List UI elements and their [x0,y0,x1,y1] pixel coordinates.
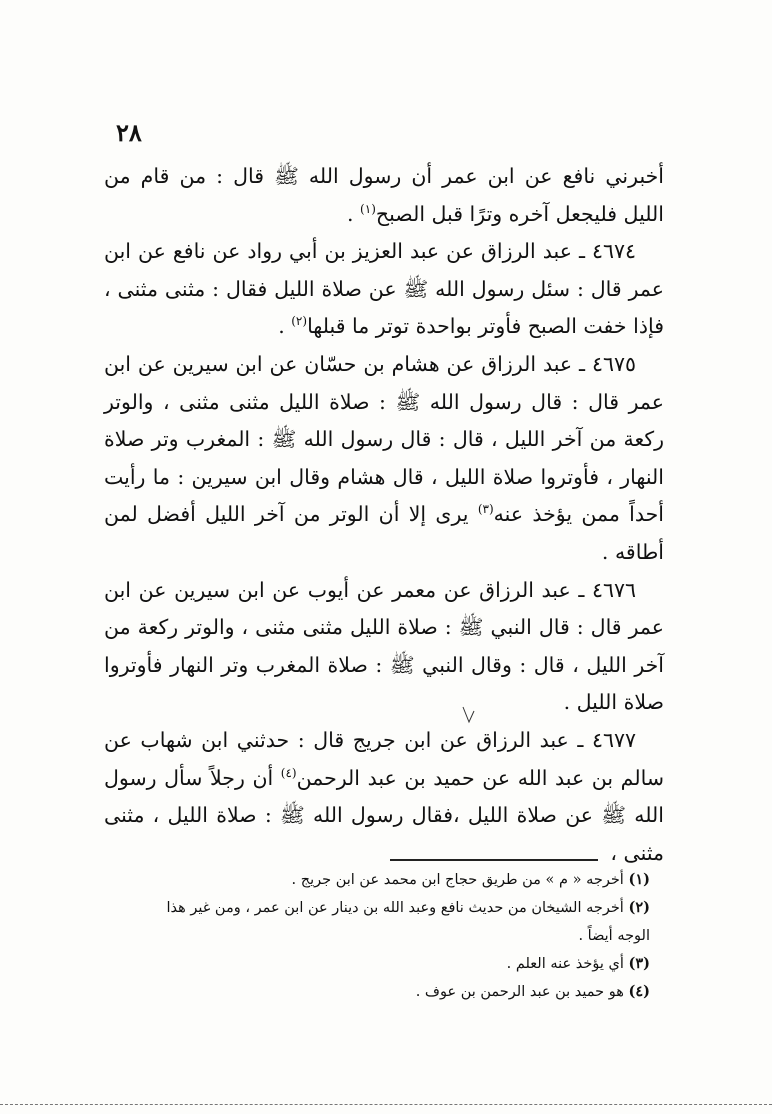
footnotes [130,866,650,1006]
page-number: ٢٨ [116,118,142,147]
paragraph-text: ٤٦٧٥ ـ عبد الرزاق عن هشام بن حسّان عن ابن سيرين عن ابن عمر قال : قال رسول الله ﷺ : صلاة الليل مثنى مثنى ، والوتر ركعة من آخر الليل ، قال : قال رسول الله ﷺ : المغرب وتر صلاة النهار ، فأوتروا صلاة الليل ، قال هشام وقال ابن سيرين : ما رأيت أحداً ممن يؤخذ عنه [104,351,664,527]
footnote-divider [390,859,598,861]
footnote-text: هو حميد بن عبد الرحمن بن عوف . [415,984,624,1000]
footnote-ref: (٣) [477,502,494,517]
footnote-2 [130,894,650,950]
paragraph-text: ٤٦٧٦ ـ عبد الرزاق عن معمر عن أيوب عن ابن سيرين عن ابن عمر قال : قال النبي ﷺ : صلاة الليل مثنى مثنى ، والوتر ركعة من آخر الليل ، قال : وقال النبي ﷺ : صلاة المغرب وتر النهار فأوتروا صلاة الليل . [104,577,664,715]
paragraph-text: يرى إلا أن الوتر من آخر الليل أفضل لمن أطاقه . [104,502,664,564]
paragraph-text: أن رجلاً سأل رسول الله ﷺ عن صلاة الليل ،فقال رسول الله ﷺ : صلاة الليل ، مثنى مثنى ، [104,765,664,865]
footnote-ref: (١) [360,201,376,216]
footnote-text: أخرجه « م » من طريق حجاج ابن محمد عن ابن جريج . [291,872,624,888]
footnote-number: (٣) [628,955,650,972]
footnote-ref: (٢) [291,314,308,329]
paragraph-text: ٤٦٧٧ ـ عبد الرزاق عن ابن جريج قال : حدثني ابن شهاب عن سالم بن عبد الله عن حميد بن عبد الرحمن [104,727,664,790]
hadith-4675 [104,346,664,572]
main-text [104,158,664,872]
paragraph-text: . [278,314,292,339]
footnote-text: أخرجه الشيخان من حديث نافع وعبد الله بن دينار عن ابن عمر ، ومن غير هذا الوجه أيضاً . [166,900,650,944]
footnote-4 [130,978,650,1006]
hadith-4676 [104,572,664,722]
footnote-3 [130,950,650,978]
scan-mark-icon [462,706,476,724]
scan-edge [0,1104,772,1105]
footnote-ref: (٤) [280,765,297,780]
hadith-4677 [104,722,664,872]
paragraph-text: ٤٦٧٤ ـ عبد الرزاق عن عبد العزيز بن أبي رواد عن نافع عن ابن عمر قال : سئل رسول الله ﷺ عن صلاة الليل فقال : مثنى مثنى ، فإذا خفت الصبح فأوتر بواحدة توتر ما قبلها [104,239,664,339]
footnote-number: (٢) [628,899,650,916]
hadith-4674 [104,233,664,346]
footnote-text: أي يؤخذ عنه العلم . [506,956,624,972]
footnote-1 [130,866,650,894]
footnote-number: (١) [628,871,650,888]
paragraph-text: . [347,201,361,226]
paragraph-text: أخبرني نافع عن ابن عمر أن رسول الله ﷺ قال : من قام من الليل فليجعل آخره وترًا قبل الصبح [104,164,664,226]
footnote-number: (٤) [628,983,650,1000]
paragraph-continuation [104,158,664,233]
